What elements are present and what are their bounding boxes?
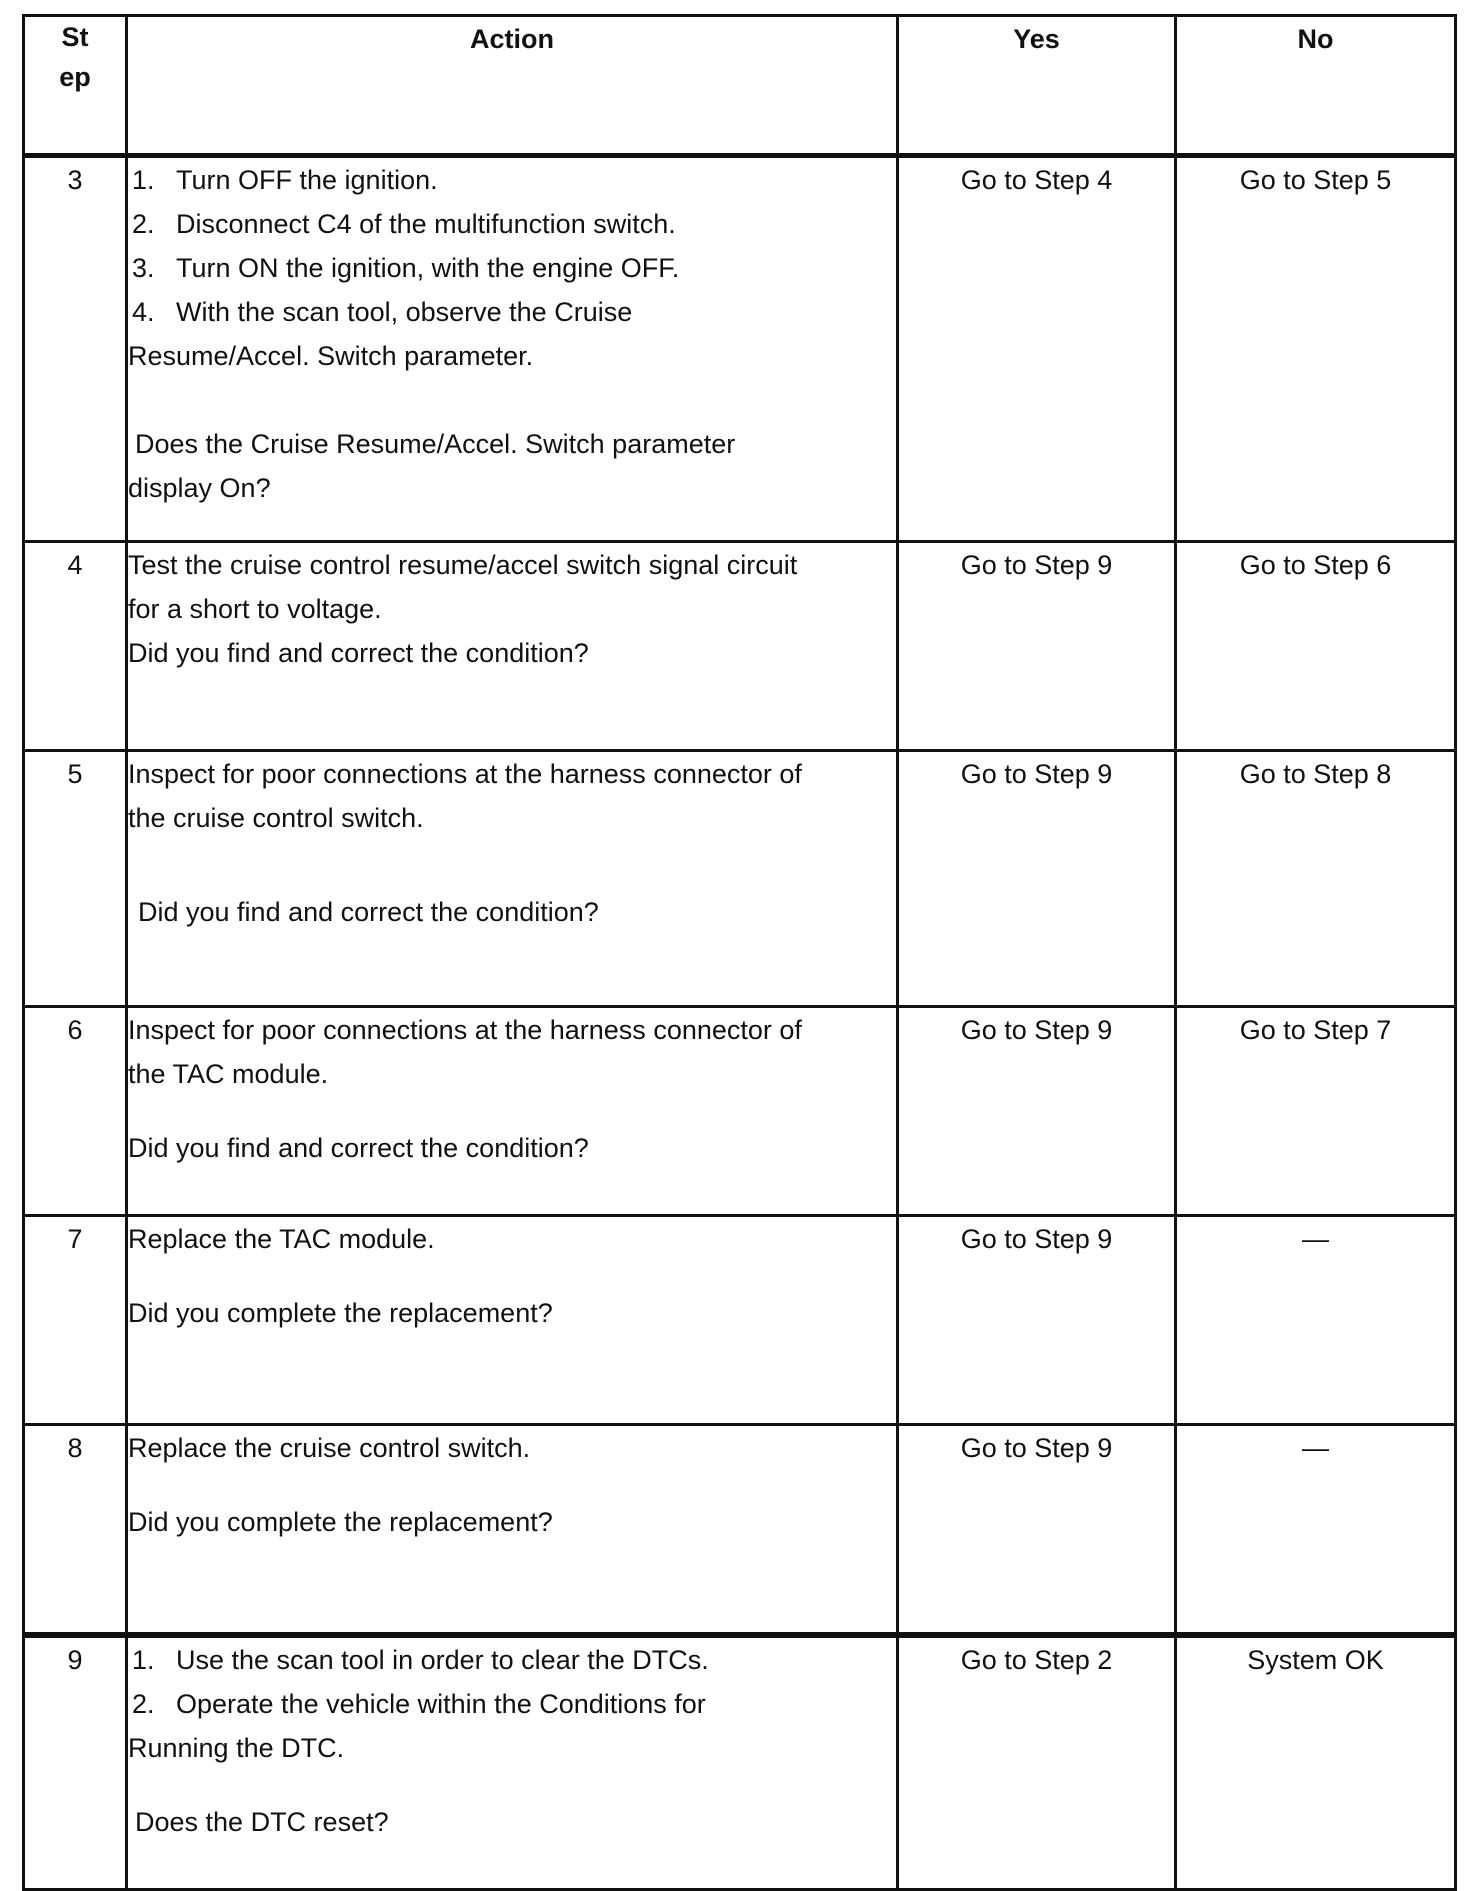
no-cell: — [1176, 1216, 1456, 1425]
question: Does the Cruise Resume/Accel. Switch parameter [135, 429, 736, 459]
question: Does the DTC reset? [135, 1807, 389, 1837]
header-row [24, 16, 1456, 156]
yes-cell: Go to Step 2 [898, 1635, 1176, 1890]
list-item: 3. Turn ON the ignition, with the engine OFF. [132, 253, 680, 283]
list-item: 2. Disconnect C4 of the multifunction switch. [132, 209, 676, 239]
header-no: No [1176, 16, 1456, 156]
question: Did you complete the replacement? [128, 1507, 553, 1537]
table-row [24, 1216, 1456, 1425]
yes-cell: Go to Step 9 [898, 751, 1176, 1007]
no-cell: Go to Step 8 [1176, 751, 1456, 1007]
step-number: 7 [24, 1216, 127, 1425]
action-cell: Inspect for poor connections at the harness connector of the TAC module. Did you find and correct the condition? [127, 1007, 898, 1216]
no-cell: System OK [1176, 1635, 1456, 1890]
list-item: 1. Use the scan tool in order to clear the DTCs. [132, 1645, 709, 1675]
action-cell [127, 156, 898, 542]
no-cell: Go to Step 6 [1176, 542, 1456, 751]
step-number: 5 [24, 751, 127, 1007]
no-cell: Go to Step 7 [1176, 1007, 1456, 1216]
yes-cell: Go to Step 9 [898, 1425, 1176, 1636]
step-number: 4 [24, 542, 127, 751]
action-cell [127, 1635, 898, 1890]
table-row [24, 1635, 1456, 1890]
header-step: St ep [24, 16, 127, 156]
diagnostic-table [22, 14, 1457, 1891]
step-number: 9 [24, 1635, 127, 1890]
question: Did you complete the replacement? [128, 1298, 553, 1328]
table-row [24, 1425, 1456, 1636]
yes-cell: Go to Step 9 [898, 542, 1176, 751]
list-item-continuation: Resume/Accel. Switch parameter. [128, 341, 534, 371]
question: Did you find and correct the condition? [128, 638, 589, 668]
no-cell: Go to Step 5 [1176, 156, 1456, 542]
no-cell: — [1176, 1425, 1456, 1636]
table-row [24, 156, 1456, 542]
step-number: 6 [24, 1007, 127, 1216]
table-row [24, 1007, 1456, 1216]
question-cont: display On? [128, 473, 271, 503]
table-row [24, 542, 1456, 751]
header-action: Action [127, 16, 898, 156]
header-yes: Yes [898, 16, 1176, 156]
action-cell: Replace the TAC module. Did you complete the replacement? [127, 1216, 898, 1425]
action-cell: Replace the cruise control switch. Did you complete the replacement? [127, 1425, 898, 1636]
list-item: 2. Operate the vehicle within the Conditions for [132, 1689, 706, 1719]
list-item: 1. Turn OFF the ignition. [132, 165, 438, 195]
yes-cell: Go to Step 9 [898, 1007, 1176, 1216]
step-number: 3 [24, 156, 127, 542]
yes-cell: Go to Step 9 [898, 1216, 1176, 1425]
action-cell: Inspect for poor connections at the harness connector of the cruise control switch. Did you find and correct the condition? [127, 751, 898, 1007]
question: Did you find and correct the condition? [138, 897, 599, 927]
yes-cell: Go to Step 4 [898, 156, 1176, 542]
list-item-continuation: Running the DTC. [128, 1733, 345, 1763]
action-cell: Test the cruise control resume/accel switch signal circuit for a short to voltage. Did you find and correct the condition? [127, 542, 898, 751]
list-item: 4. With the scan tool, observe the Cruise [132, 297, 633, 327]
table-row [24, 751, 1456, 1007]
question: Did you find and correct the condition? [128, 1133, 589, 1163]
step-number: 8 [24, 1425, 127, 1636]
